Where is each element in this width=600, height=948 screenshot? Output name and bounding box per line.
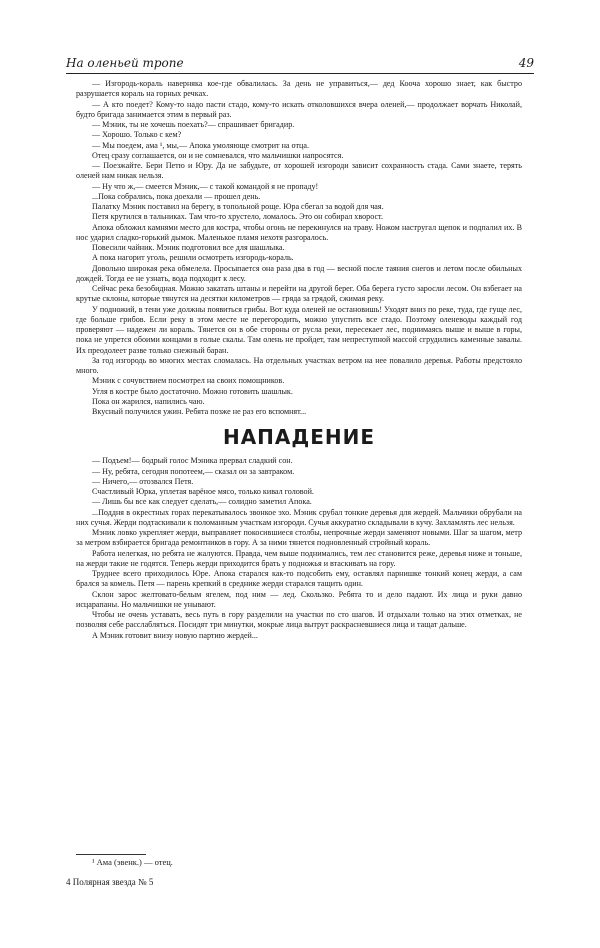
- paragraph: Пока он жарился, напились чаю.: [92, 396, 205, 406]
- paragraph: ...Поддня в окрестных горах перекатывалось звонкое эхо. Мэник срубал тонкие деревья для жердей. Мальчики обрубали на них сучья. Жерди подтаскивали к поломанным участкам изгороди. Сучья аккуратно складывали в кучу. Захламлять лес нельзя.: [76, 507, 522, 527]
- chapter-title: НАПАДЕНИЕ: [222, 425, 376, 450]
- section-part-2: [76, 456, 522, 641]
- section-part-1: [76, 79, 522, 417]
- paragraph: Отец сразу соглашается, он и не сомневался, что мальчишки напросятся.: [92, 150, 344, 160]
- paragraph: Палатку Мэник поставил на берегу, в топольной роще. Юра сбегал за водой для чая.: [92, 202, 384, 211]
- paragraph: — Мы поедем, ама ¹, мы,— Апока умоляюще смотрит на отца.: [92, 140, 309, 150]
- paragraph: Довольно широкая река обмелела. Просыпается она раза два в год — весной после таяния снегов и летом после обильных дождей. Тогда ее не узнать, вода подходит к лесу.: [76, 263, 522, 283]
- paragraph: Угля в костре было достаточно. Можно готовить шашлык.: [92, 386, 293, 396]
- paragraph: Мэник с сочувствием посмотрел на своих помощников.: [92, 376, 285, 386]
- paragraph: Труднее всего приходилось Юре. Апока старался как-то подсобить ему, оставлял парнишке тонкий конец жерди, а сам брался за комель. Петя — парень крепкий в среднике жерди старался тащить один.: [76, 569, 522, 589]
- header-rule: [66, 73, 534, 74]
- paragraph: Склон зарос желтовато-белым ягелем, под ним — лед. Скользко. Ребята то и дело падают. Их лица и руки давно исцарапаны. Но мальчишки не унывают.: [76, 589, 522, 609]
- paragraph: Сейчас река безобидная. Можно закатать штаны и перейти на другой берег. Оба берега густо заросли лесом. Он взбегает на крутые склоны, которые тянутся на десятки километров — гряда за грядой, сжимая реку.: [76, 284, 522, 304]
- paragraph: За год изгородь во многих местах сломалась. На отдельных участках ветром на нее повалило деревья. Работы предстояло много.: [76, 355, 522, 375]
- header-title: На оленьей тропе: [66, 56, 184, 70]
- page-number: 49: [518, 56, 534, 70]
- paragraph: Вкусный получился ужин. Ребята позже не раз его вспомнят...: [92, 407, 307, 416]
- paragraph: — Изгородь-кораль наверняка кое-где обвалилась. За день не управиться,— дед Кооча хорошо знает, как быстро разрушается кораль на горных речках.: [76, 79, 522, 99]
- page-footer: 4 Полярная звезда № 5: [66, 877, 154, 887]
- paragraph: ...Пока собрались, пока доехали — прошел день.: [92, 191, 261, 201]
- paragraph: — Ну что ж,— смеется Мэник,— с такой командой я не пропаду!: [92, 181, 319, 191]
- paragraph: — А кто поедет? Кому-то надо пасти стадо, кому-то искать отколовшихся вчера оленей,— продолжает ворчать Николай, будто бригада занимается этим в первый раз.: [76, 99, 522, 119]
- paragraph: Апока обложил камнями место для костра, чтобы огонь не перекинулся на траву. Ножом настругал щепок и подпалил их. В нос ударил сладко-горький дымок. Маленькое пламя нехотя разгоралось.: [76, 222, 522, 242]
- article-body: [76, 79, 522, 641]
- paragraph: — Поезжайте. Бери Петю и Юру. Да не забудьте, от хорошей изгороди зависит сохранность стада. Сами знаете, терять оленей нам никак нельзя.: [76, 161, 522, 181]
- paragraph: Чтобы не очень уставать, весь путь в гору разделили на участки по сто шагов. И отдыхали только на этих отметках, не позволяя себе расслабляться. Посидят три минутки, мокрые лица вытрут раскрасневшиеся лица и тащат дальше.: [76, 610, 522, 630]
- footnote-rule: [76, 854, 146, 855]
- paragraph: У подножий, в тени уже должны появиться грибы. Вот куда оленей не остановишь! Уходят вниз по реке, туда, где гуще лес, где больше грибов. Если реку в этом месте не перегородить, можно упустить все стадо. Поэтому оленеводы каждый год проверяют — надежен ли кораль. Тянется он в обе стороны от русла реки, пересекает лес, поднимаясь выше и выше в горы, пока не упрется обоими концами в голые скалы. Там олень не пройдет, там непреступной массой сгрудились каменные завалы. Их преодолеет разве только снежный баран.: [76, 304, 522, 355]
- paragraph: А Мэник готовит внизу новую партию жердей...: [92, 630, 258, 640]
- running-header: [66, 56, 534, 70]
- paragraph: — Мэник, ты не хочешь поехать?— спрашивает бригадир.: [92, 120, 295, 129]
- paragraph: Петя крутился в тальниках. Там что-то хрустело, ломалось. Это он собирал хворост.: [92, 212, 384, 222]
- paragraph: — Ничего,— отозвался Петя.: [92, 476, 194, 486]
- paragraph: — Ну, ребята, сегодня попотеем,— сказал он за завтраком.: [92, 466, 295, 476]
- paragraph: — Хорошо. Только с кем?: [92, 130, 182, 140]
- paragraph: Мэник ловко укрепляет жерди, выправляет покосившиеся столбы, непрочные жерди заменяют новыми. Шаг за шагом, метр за метром взбирается бригада ремонтников в гору. А за ними тянется подновленный стройный кораль.: [76, 528, 522, 548]
- paragraph: А пока нагорит уголь, решили осмотреть изгородь-кораль.: [92, 253, 294, 263]
- paragraph: Счастливый Юрка, уплетая варёное мясо, только кивал головой.: [92, 487, 314, 496]
- footnote: ¹ Ама (эвенк.) — отец.: [92, 857, 173, 867]
- paragraph: — Лишь бы все как следует сделать,— солидно заметил Апока.: [92, 497, 312, 507]
- paragraph: Работа нелегкая, но ребята не жалуются. Правда, чем выше поднимались, тем лес становится реже, деревья ниже и тоньше, на жерди такие не годятся. Теперь жерди приходится брать у подножья и втаскивать на гору.: [76, 548, 522, 568]
- paragraph: — Подъем!— бодрый голос Мэника прервал сладкий сон.: [92, 456, 293, 466]
- paragraph: Повесили чайник. Мэник подготовил все для шашлыка.: [92, 243, 285, 252]
